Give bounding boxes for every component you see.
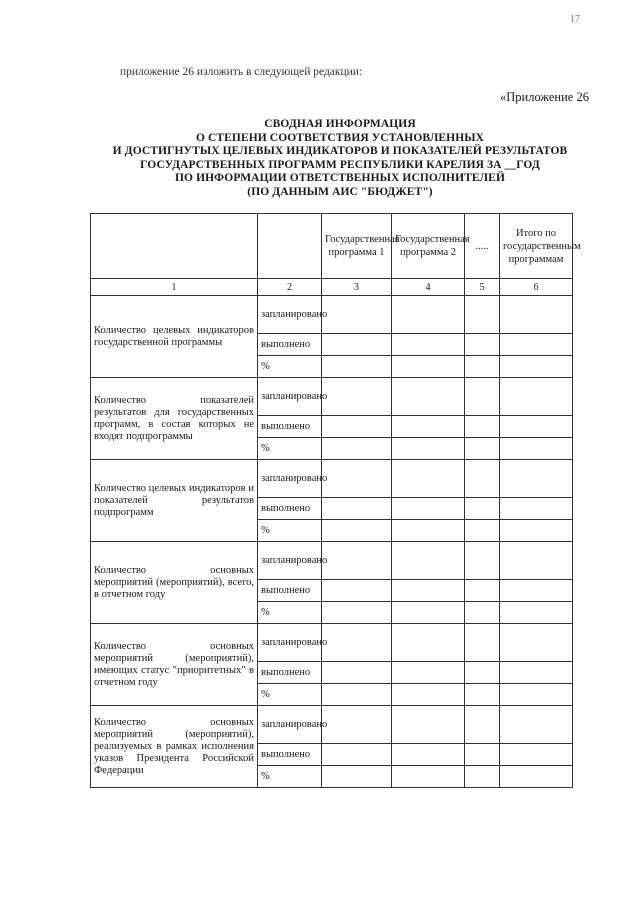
value-cell bbox=[500, 416, 573, 438]
table-row bbox=[91, 378, 573, 416]
value-cell bbox=[465, 498, 500, 520]
indicator-label: Количество целевых индикаторов государственной программы bbox=[91, 296, 258, 378]
value-cell bbox=[500, 334, 573, 356]
value-cell bbox=[465, 356, 500, 378]
value-cell bbox=[500, 542, 573, 580]
value-cell bbox=[392, 438, 465, 460]
value-cell bbox=[322, 438, 392, 460]
column-number-row bbox=[91, 279, 573, 296]
table-header-row bbox=[91, 214, 573, 279]
measure-label: запланировано bbox=[258, 624, 322, 662]
value-cell bbox=[322, 356, 392, 378]
measure-label: выполнено bbox=[258, 334, 322, 356]
value-cell bbox=[322, 460, 392, 498]
value-cell bbox=[392, 520, 465, 542]
value-cell bbox=[500, 766, 573, 788]
value-cell bbox=[322, 580, 392, 602]
value-cell bbox=[392, 498, 465, 520]
measure-label: выполнено bbox=[258, 744, 322, 766]
table-row bbox=[91, 296, 573, 334]
value-cell bbox=[392, 766, 465, 788]
value-cell bbox=[392, 706, 465, 744]
table-row bbox=[91, 706, 573, 744]
value-cell bbox=[322, 602, 392, 624]
measure-label: запланировано bbox=[258, 378, 322, 416]
value-cell bbox=[500, 580, 573, 602]
value-cell bbox=[322, 624, 392, 662]
measure-label: % bbox=[258, 766, 322, 788]
title-line: (ПО ДАННЫМ АИС "БЮДЖЕТ") bbox=[247, 185, 433, 198]
value-cell bbox=[465, 334, 500, 356]
value-cell bbox=[465, 378, 500, 416]
value-cell bbox=[322, 766, 392, 788]
indicator-label: Количество целевых индикаторов и показателей результатов подпрограмм bbox=[91, 460, 258, 542]
header-cell bbox=[91, 214, 258, 279]
value-cell bbox=[392, 378, 465, 416]
value-cell bbox=[465, 624, 500, 662]
value-cell bbox=[322, 378, 392, 416]
value-cell bbox=[465, 706, 500, 744]
measure-label: % bbox=[258, 520, 322, 542]
value-cell bbox=[500, 296, 573, 334]
title-line: ГОСУДАРСТВЕННЫХ ПРОГРАММ РЕСПУБЛИКИ КАРЕЛИЯ ЗА __ГОД bbox=[140, 158, 540, 171]
header-total: Итого по государственным программам bbox=[500, 214, 573, 279]
value-cell bbox=[392, 334, 465, 356]
appendix-reference: «Приложение 26 bbox=[500, 90, 589, 104]
value-cell bbox=[465, 416, 500, 438]
value-cell bbox=[392, 602, 465, 624]
indicator-label: Количество основных мероприятий (мероприятий), реализуемых в рамках исполнения указов Президента Российской Федерации bbox=[91, 706, 258, 788]
value-cell bbox=[465, 296, 500, 334]
header-cell bbox=[258, 214, 322, 279]
indicator-label: Количество показателей результатов для государственных программ, в состав которых не входят подпрограммы bbox=[91, 378, 258, 460]
measure-label: выполнено bbox=[258, 580, 322, 602]
column-number: 5 bbox=[465, 279, 500, 296]
value-cell bbox=[322, 542, 392, 580]
header-program-1: Государственная программа 1 bbox=[322, 214, 392, 279]
value-cell bbox=[500, 706, 573, 744]
summary-table bbox=[90, 213, 581, 788]
title-line: И ДОСТИГНУТЫХ ЦЕЛЕВЫХ ИНДИКАТОРОВ И ПОКАЗАТЕЛЕЙ РЕЗУЛЬТАТОВ bbox=[112, 145, 568, 157]
value-cell bbox=[465, 684, 500, 706]
value-cell bbox=[392, 542, 465, 580]
column-number: 4 bbox=[392, 279, 465, 296]
value-cell bbox=[392, 744, 465, 766]
column-number: 2 bbox=[258, 279, 322, 296]
value-cell bbox=[465, 438, 500, 460]
value-cell bbox=[322, 706, 392, 744]
value-cell bbox=[322, 498, 392, 520]
value-cell bbox=[392, 416, 465, 438]
table-body bbox=[91, 296, 573, 788]
value-cell bbox=[465, 460, 500, 498]
measure-label: % bbox=[258, 602, 322, 624]
measure-label: выполнено bbox=[258, 662, 322, 684]
indicator-label: Количество основных мероприятий (мероприятий), имеющих статус "приоритетных" в отчетном году bbox=[91, 624, 258, 706]
value-cell bbox=[465, 542, 500, 580]
value-cell bbox=[322, 744, 392, 766]
value-cell bbox=[500, 602, 573, 624]
measure-label: % bbox=[258, 438, 322, 460]
value-cell bbox=[392, 580, 465, 602]
value-cell bbox=[465, 662, 500, 684]
value-cell bbox=[500, 662, 573, 684]
value-cell bbox=[322, 662, 392, 684]
value-cell bbox=[500, 356, 573, 378]
value-cell bbox=[322, 416, 392, 438]
value-cell bbox=[465, 580, 500, 602]
measure-label: запланировано bbox=[258, 542, 322, 580]
measure-label: выполнено bbox=[258, 416, 322, 438]
value-cell bbox=[392, 356, 465, 378]
value-cell bbox=[392, 624, 465, 662]
value-cell bbox=[465, 766, 500, 788]
value-cell bbox=[500, 744, 573, 766]
value-cell bbox=[465, 602, 500, 624]
value-cell bbox=[500, 520, 573, 542]
page-number: 17 bbox=[570, 14, 580, 25]
value-cell bbox=[500, 684, 573, 706]
intro-line: приложение 26 изложить в следующей редакции: bbox=[120, 66, 363, 78]
measure-label: запланировано bbox=[258, 706, 322, 744]
column-number: 1 bbox=[91, 279, 258, 296]
title-line: О СТЕПЕНИ СООТВЕТСТВИЯ УСТАНОВЛЕННЫХ bbox=[195, 131, 485, 144]
measure-label: выполнено bbox=[258, 498, 322, 520]
value-cell bbox=[392, 296, 465, 334]
title-line: СВОДНАЯ ИНФОРМАЦИЯ bbox=[264, 118, 416, 130]
document-title bbox=[80, 118, 600, 199]
measure-label: запланировано bbox=[258, 460, 322, 498]
table-row bbox=[91, 624, 573, 662]
value-cell bbox=[500, 378, 573, 416]
column-number: 3 bbox=[322, 279, 392, 296]
column-number: 6 bbox=[500, 279, 573, 296]
value-cell bbox=[392, 662, 465, 684]
value-cell bbox=[392, 684, 465, 706]
value-cell bbox=[322, 296, 392, 334]
measure-label: % bbox=[258, 356, 322, 378]
indicator-label: Количество основных мероприятий (мероприятий), всего, в отчетном году bbox=[91, 542, 258, 624]
value-cell bbox=[465, 744, 500, 766]
value-cell bbox=[500, 624, 573, 662]
value-cell bbox=[500, 498, 573, 520]
header-program-2: Государственная программа 2 bbox=[392, 214, 465, 279]
value-cell bbox=[322, 520, 392, 542]
value-cell bbox=[322, 334, 392, 356]
value-cell bbox=[392, 460, 465, 498]
value-cell bbox=[500, 460, 573, 498]
value-cell bbox=[500, 438, 573, 460]
title-line: ПО ИНФОРМАЦИИ ОТВЕТСТВЕННЫХ ИСПОЛНИТЕЛЕЙ bbox=[175, 172, 505, 184]
header-ellipsis: ..... bbox=[465, 214, 500, 279]
measure-label: запланировано bbox=[258, 296, 322, 334]
value-cell bbox=[465, 520, 500, 542]
measure-label: % bbox=[258, 684, 322, 706]
table-row bbox=[91, 460, 573, 498]
table-row bbox=[91, 542, 573, 580]
value-cell bbox=[322, 684, 392, 706]
